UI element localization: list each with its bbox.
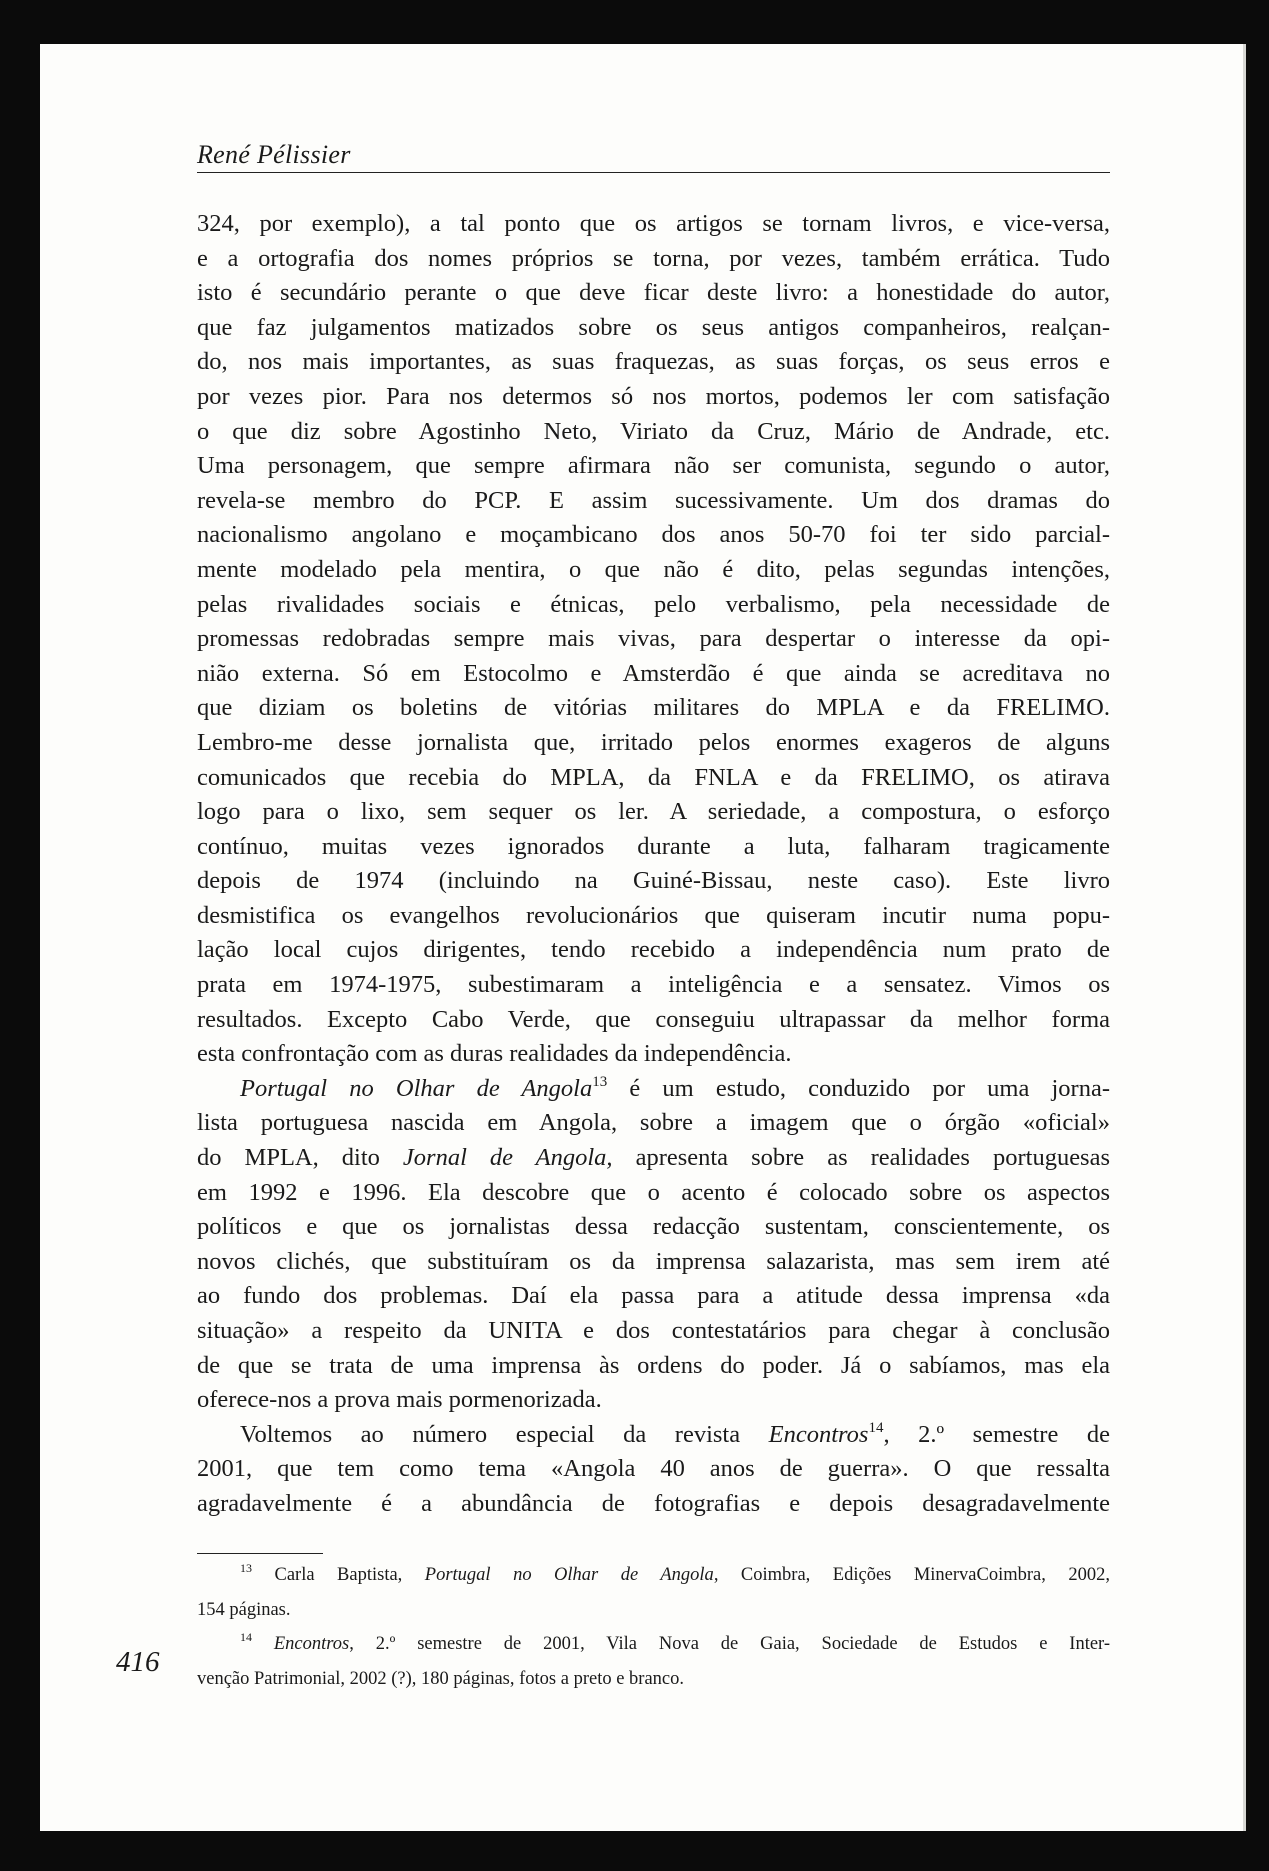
page-edge <box>1243 44 1246 1831</box>
text-line: contínuo, muitas vezes ignorados durante a luta, falharam tragicamente <box>197 832 1110 860</box>
body-text <box>197 207 1110 1522</box>
text-line: depois de 1974 (incluindo na Guiné-Bissau, neste caso). Este livro <box>197 867 1110 895</box>
footnote-14 <box>197 1632 1110 1701</box>
footnote-line <box>197 1563 1110 1598</box>
footnote-ref-14[interactable]: 14 <box>868 1419 884 1436</box>
text-line <box>197 1141 1110 1176</box>
paragraph-2 <box>197 1072 1110 1418</box>
header-rule <box>197 172 1110 173</box>
text-run: , 2.º semestre de <box>883 1420 1111 1448</box>
text-line <box>197 1072 1110 1107</box>
text-line: que diziam os boletins de vitórias militares do MPLA e da FRELIMO. <box>197 694 1110 722</box>
text-line: ao fundo dos problemas. Daí ela passa para a atitude dessa imprensa «da <box>197 1282 1110 1310</box>
paragraph-1 <box>197 207 1110 1072</box>
footnote-line: 154 páginas. <box>197 1599 291 1620</box>
newspaper-title: Jornal de Angola, <box>402 1144 613 1172</box>
text-run: apresenta sobre as realidades portuguesas <box>612 1144 1111 1172</box>
book-title: Portugal no Olhar de Angola <box>424 1565 714 1585</box>
text-line: do, nos mais importantes, as suas fraquezas, as suas forças, os seus erros e <box>197 348 1110 376</box>
text-line: esta confrontação com as duras realidades da independência. <box>197 1040 792 1068</box>
text-line: Lembro-me desse jornalista que, irritado pelos enormes exageros de alguns <box>197 728 1110 756</box>
footnote-ref-13[interactable]: 13 <box>592 1073 608 1090</box>
text-line <box>197 1418 1110 1453</box>
footnote-line: venção Patrimonial, 2002 (?), 180 páginas, fotos a preto e branco. <box>197 1668 685 1689</box>
book-title: Portugal no Olhar de Angola <box>240 1074 593 1102</box>
text-line: de que se trata de uma imprensa às ordens do poder. Já o sabíamos, mas ela <box>197 1351 1110 1379</box>
text-run: do MPLA, dito <box>197 1144 403 1172</box>
text-line: políticos e que os jornalistas dessa redacção sustentam, conscientemente, os <box>197 1213 1110 1241</box>
text-line: pelas rivalidades sociais e étnicas, pelo verbalismo, pela necessidade de <box>197 590 1110 618</box>
text-line: resultados. Excepto Cabo Verde, que conseguiu ultrapassar da melhor forma <box>197 1005 1110 1033</box>
text-line: lação local cujos dirigentes, tendo recebido a independência num prato de <box>197 936 1110 964</box>
text-line: desmistifica os evangelhos revolucionários que quiseram incutir numa popu- <box>197 901 1110 929</box>
text-line: que faz julgamentos matizados sobre os seus antigos companheiros, realçan- <box>197 313 1110 341</box>
footnote-line <box>197 1632 1110 1667</box>
text-run: , 2.º semestre de 2001, Vila Nova de Gaia, Sociedade de Estudos e Inter- <box>349 1634 1110 1655</box>
text-run: , Coimbra, Edições MinervaCoimbra, 2002, <box>713 1565 1110 1585</box>
magazine-title: Encontros <box>768 1420 869 1448</box>
footnote-rule <box>197 1553 323 1554</box>
text-line: agradavelmente é a abundância de fotografias e depois desagradavelmente <box>197 1489 1110 1517</box>
page-number: 416 <box>116 1646 160 1678</box>
text-line: oferece-nos a prova mais pormenorizada. <box>197 1386 602 1414</box>
text-run: Voltemos ao número especial da revista <box>240 1420 769 1448</box>
text-run: é um estudo, conduzido por uma jorna- <box>607 1074 1110 1102</box>
text-line: por vezes pior. Para nos determos só nos mortos, podemos ler com satisfação <box>197 382 1110 410</box>
text-line: nacionalismo angolano e moçambicano dos anos 50-70 foi ter sido parcial- <box>197 521 1110 549</box>
text-line: lista portuguesa nascida em Angola, sobre a imagem que o órgão «oficial» <box>197 1109 1110 1137</box>
text-line: em 1992 e 1996. Ela descobre que o acento é colocado sobre os aspectos <box>197 1178 1110 1206</box>
text-line: promessas redobradas sempre mais vivas, para despertar o interesse da opi- <box>197 625 1110 653</box>
text-line: comunicados que recebia do MPLA, da FNLA e da FRELIMO, os atirava <box>197 763 1110 791</box>
text-line: e a ortografia dos nomes próprios se torna, por vezes, também errática. Tudo <box>197 244 1110 272</box>
text-line: 324, por exemplo), a tal ponto que os artigos se tornam livros, e vice-versa, <box>197 210 1110 237</box>
footnote-number: 14 <box>240 1630 252 1645</box>
text-line: situação» a respeito da UNITA e dos contestatários para chegar à conclusão <box>197 1317 1110 1344</box>
text-line: novos clichés, que substituíram os da imprensa salazarista, mas sem irem até <box>197 1247 1110 1275</box>
magazine-title: Encontros <box>252 1634 350 1655</box>
text-line: nião externa. Só em Estocolmo e Amsterdão é que ainda se acreditava no <box>197 659 1110 687</box>
running-head-author: René Pélissier <box>197 140 351 169</box>
footnote-number: 13 <box>240 1561 252 1575</box>
text-run: Carla Baptista, <box>252 1565 425 1585</box>
book-page <box>40 44 1246 1831</box>
text-line: isto é secundário perante o que deve ficar deste livro: a honestidade do autor, <box>197 279 1110 307</box>
paragraph-3 <box>197 1418 1110 1522</box>
text-line: prata em 1974-1975, subestimaram a inteligência e a sensatez. Vimos os <box>197 971 1110 999</box>
text-line: Uma personagem, que sempre afirmara não ser comunista, segundo o autor, <box>197 452 1110 480</box>
footnotes <box>197 1563 1110 1701</box>
text-line: o que diz sobre Agostinho Neto, Viriato da Cruz, Mário de Andrade, etc. <box>197 417 1110 445</box>
text-line: revela-se membro do PCP. E assim sucessivamente. Um dos dramas do <box>197 486 1110 514</box>
text-line: mente modelado pela mentira, o que não é dito, pelas segundas intenções, <box>197 555 1110 583</box>
text-line: 2001, que tem como tema «Angola 40 anos de guerra». O que ressalta <box>197 1455 1110 1483</box>
text-line: logo para o lixo, sem sequer os ler. A seriedade, a compostura, o esforço <box>197 798 1110 826</box>
footnote-13 <box>197 1563 1110 1632</box>
